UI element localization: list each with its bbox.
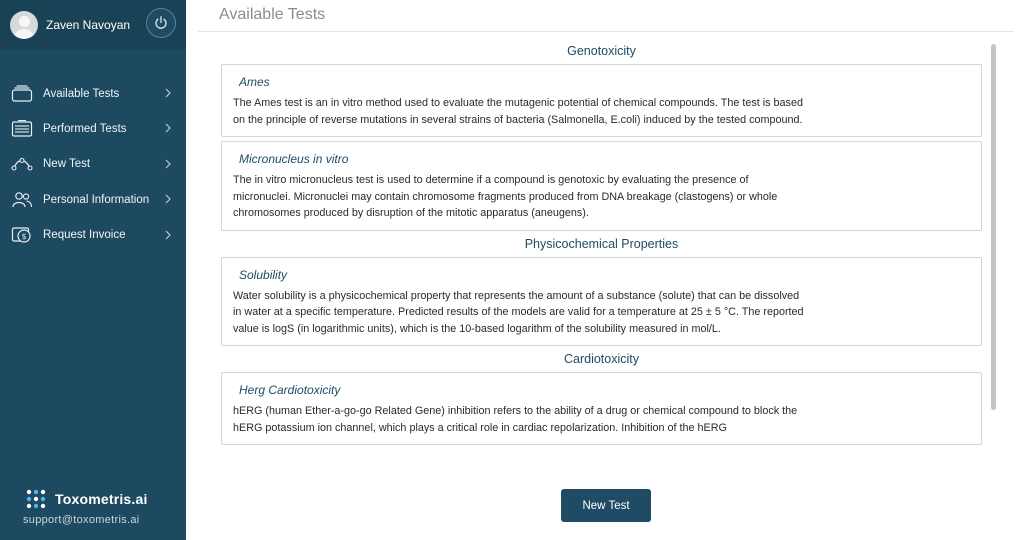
power-icon [153, 15, 169, 31]
section-title: Genotoxicity [567, 44, 636, 58]
scrollbar[interactable] [991, 44, 996, 410]
invoice-icon [11, 225, 33, 245]
card-title: Herg Cardiotoxicity [239, 383, 341, 397]
sidebar-item-label: Performed Tests [43, 123, 127, 136]
avatar[interactable] [10, 11, 38, 39]
performed-icon [11, 119, 33, 139]
logout-button[interactable] [146, 8, 176, 38]
sidebar-item-label: Personal Information [43, 193, 150, 206]
chevron-right-icon [162, 87, 174, 99]
sidebar-item-request-invoice[interactable] [0, 218, 186, 253]
tests-icon [11, 84, 33, 104]
sidebar-item-label: Available Tests [43, 87, 120, 100]
sidebar-item-label: New Test [43, 158, 91, 171]
new-test-icon [11, 154, 33, 174]
user-name: Zaven Navoyan [46, 18, 131, 32]
svg-text:$: $ [21, 232, 27, 242]
section-title: Cardiotoxicity [563, 352, 640, 366]
divider [198, 31, 1014, 32]
test-card-solubility[interactable] [221, 257, 982, 347]
chevron-right-icon [162, 158, 174, 170]
toxometris-logo-icon [25, 488, 47, 510]
brand-name: Toxometris.ai [55, 491, 148, 507]
sidebar [0, 0, 186, 540]
support-email[interactable]: support@toxometris.ai [23, 514, 140, 526]
new-test-button[interactable]: New Test [561, 489, 651, 522]
card-title: Ames [239, 75, 270, 89]
tests-list[interactable] [221, 38, 982, 478]
sidebar-footer [0, 488, 186, 526]
card-title: Micronucleus in vitro [239, 152, 349, 166]
chevron-right-icon [162, 122, 174, 134]
user-header [0, 0, 186, 50]
brand [0, 488, 186, 510]
test-card-micronucleus[interactable] [221, 141, 982, 231]
sidebar-item-personal-information[interactable] [0, 182, 186, 217]
section-title: Physicochemical Properties [524, 236, 679, 251]
sidebar-item-new-test[interactable] [0, 147, 186, 182]
chevron-right-icon [162, 193, 174, 205]
users-icon [11, 190, 33, 210]
card-title: Solubility [239, 267, 288, 282]
main-panel [186, 0, 1024, 540]
sidebar-item-label: Request Invoice [43, 229, 126, 242]
chevron-right-icon [162, 229, 174, 241]
page-title: Available Tests [219, 6, 326, 23]
card-description: The Ames test is an in vitro method used to evaluate the mutagenic potential of chemical compounds. The test is based on the principle of reverse mutations in several strains of bacteria (Salmonella, E.coli) induced by the tested compound. [233, 97, 803, 126]
card-description: Water solubility is a physicochemical property that represents the amount of a substance (solute) that can be dissolved in water at a specific temperature. Predicted results of the models are valid for a temperature at 25 ± 5 °C. The reported value is logS (in logarithmic units), which is the 10-based logarithm of the solubility measured in mol/L. [233, 289, 804, 335]
test-card-herg[interactable] [221, 372, 982, 445]
sidebar-item-performed-tests[interactable] [0, 111, 186, 146]
sidebar-nav [0, 76, 186, 253]
card-description: hERG (human Ether-a-go-go Related Gene) inhibition refers to the ability of a drug or chemical compound to block the hERG potassium ion channel, which plays a critical role in cardiac repolarization. Inhibition of the hERG [233, 405, 798, 434]
card-description: The in vitro micronucleus test is used to determine if a compound is genotoxic by evaluating the presence of micronuclei. Micronuclei may contain chromosome fragments produced from DNA breakage (clastogens) or whole chromosomes produced by disruption of the mitotic apparatus (aneugens). [233, 174, 778, 219]
sidebar-item-available-tests[interactable] [0, 76, 186, 111]
test-card-ames[interactable] [221, 64, 982, 137]
